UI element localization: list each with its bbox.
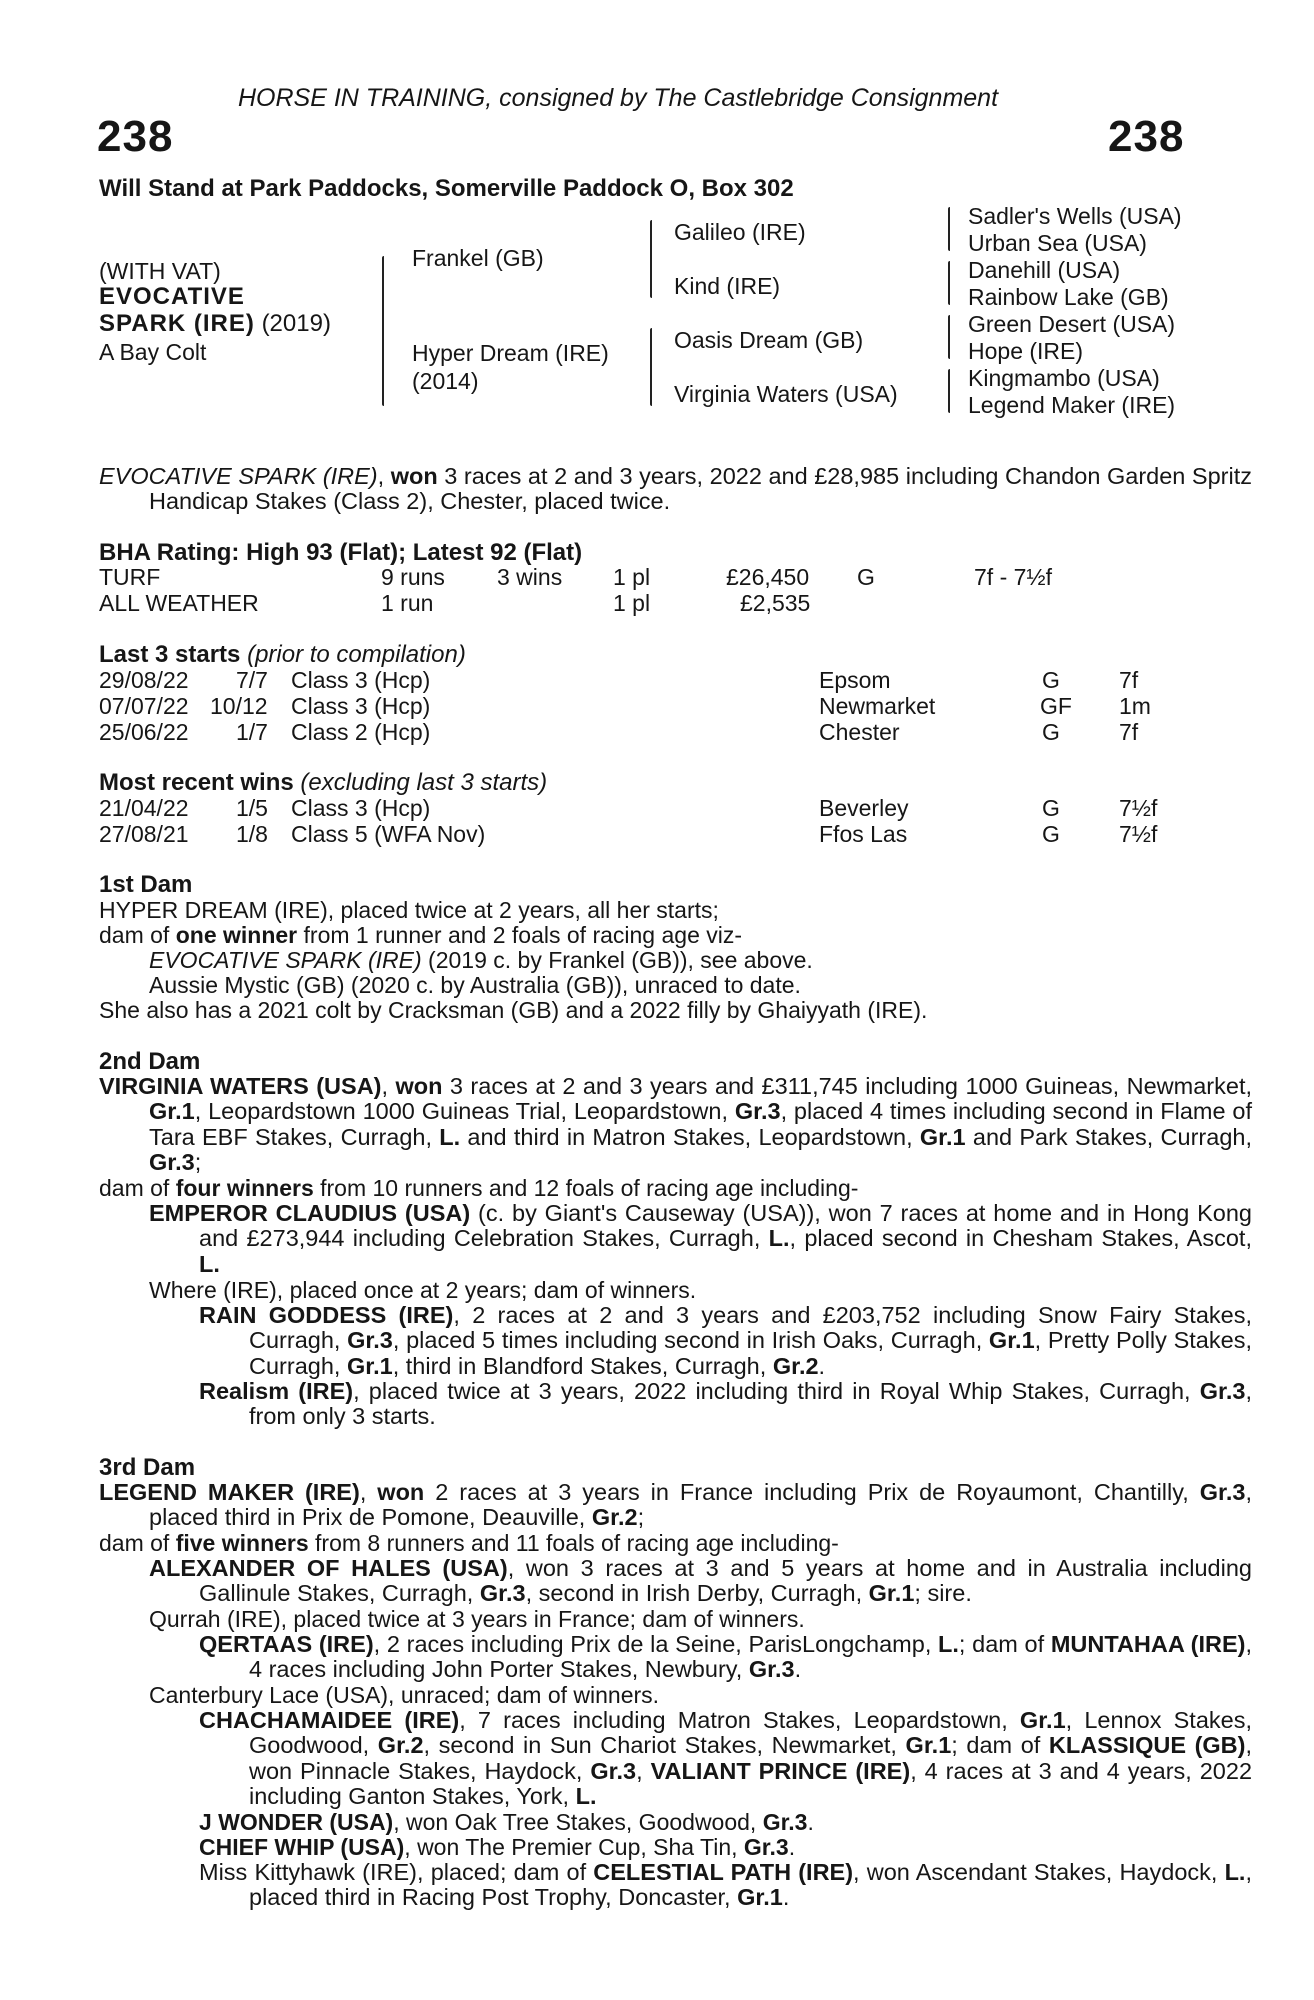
text: . [818, 1352, 826, 1379]
text: Miss Kittyhawk (IRE), placed; dam of [199, 1859, 594, 1885]
text: . [807, 1809, 814, 1835]
horse-name-line2 [99, 311, 331, 337]
text: . [788, 1834, 796, 1860]
listed: L. [439, 1123, 461, 1150]
vat-note: (WITH VAT) [99, 258, 221, 284]
text: from 8 runners and 11 foals of racing age including- [308, 1530, 839, 1556]
race-summary: EVOCATIVE SPARK (IRE), won 3 races at 2 and 3 years, 2022 and £28,985 including Chandon Garden Spritz Handicap Stakes (Class 2), Chester, placed twice. [99, 463, 1252, 515]
dam-year: (2014) [412, 368, 479, 394]
third-dam-record: LEGEND MAKER (IRE), won 2 races at 3 years in France including Prix de Royaumont, Chantilly, Gr.3, placed third in Prix de Pomone, Deauville, Gr.2; [99, 1479, 1252, 1531]
dam-brace [650, 328, 652, 406]
produce-rain-goddess [199, 1303, 1252, 1379]
grade: Gr.1 [737, 1884, 783, 1911]
third-gen-brace-3 [948, 315, 950, 359]
start-distance: 1m [1119, 693, 1151, 719]
pedigree-brace-main [382, 256, 384, 406]
produce-j-wonder [199, 1810, 814, 1835]
listed: L. [938, 1631, 959, 1657]
produce-alexander-of-hales [149, 1556, 1252, 1607]
last-starts-note: (prior to compilation) [247, 641, 466, 668]
text: , won Oak Tree Stakes, Goodwood, [393, 1809, 763, 1835]
grade: Gr.1 [905, 1732, 952, 1759]
text: , [636, 1757, 651, 1784]
text: ; [194, 1149, 202, 1176]
second-dam-heading: 2nd Dam [99, 1048, 201, 1075]
text: ; dam of [958, 1631, 1051, 1657]
rating-placed: 1 pl [613, 564, 651, 590]
ancestor-urban-sea: Urban Sea (USA) [968, 230, 1147, 256]
first-dam-heading: 1st Dam [99, 871, 193, 898]
ancestor-danehill: Danehill (USA) [968, 257, 1121, 283]
text: one winner [175, 922, 298, 948]
third-dam-produce [99, 1531, 839, 1556]
ancestor-green-desert: Green Desert (USA) [968, 311, 1176, 337]
rating-wins: 3 wins [497, 564, 563, 590]
win-class: Class 3 (Hcp) [291, 795, 431, 821]
produce-evocative-spark [149, 948, 813, 973]
win-date: 27/08/21 [99, 821, 189, 847]
grade: Gr.3 [1199, 1479, 1246, 1505]
grade: Gr.3 [479, 1580, 526, 1607]
third-gen-brace-1 [948, 207, 950, 251]
produce-qertaas [199, 1632, 1252, 1683]
bha-rating-heading: BHA Rating: High 93 (Flat); Latest 92 (Flat) [99, 539, 583, 566]
text: , second in Irish Derby, Curragh, [525, 1580, 869, 1607]
first-dam-further-produce: She also has a 2021 colt by Cracksman (GB) and a 2022 filly by Ghaiyyath (IRE). [99, 997, 928, 1023]
text: . [794, 1656, 802, 1683]
start-position: 10/12 [210, 693, 268, 719]
dam-name: Hyper Dream (IRE) [412, 340, 609, 366]
produce-aussie-mystic: Aussie Mystic (GB) (2020 c. by Australia (GB)), unraced to date. [149, 972, 801, 998]
text: , Pretty Polly Stakes, Curragh, [249, 1327, 1252, 1379]
first-dam-line: HYPER DREAM (IRE), placed twice at 2 years, all her starts; [99, 897, 719, 923]
text: ; dam of [951, 1732, 1049, 1759]
horse-name: EMPEROR CLAUDIUS (USA) [149, 1200, 471, 1226]
text: , 2 races at 2 and 3 years and £203,752 including Snow Fairy Stakes, Curragh, [249, 1302, 1252, 1354]
last-starts-title: Last 3 starts [99, 641, 241, 668]
text: , won Pinnacle Stakes, Haydock, [249, 1732, 1253, 1784]
produce-canterbury-lace: Canterbury Lace (USA), unraced; dam of winners. [149, 1682, 660, 1708]
grade: Gr.1 [346, 1352, 393, 1379]
grade: Gr.2 [377, 1732, 424, 1759]
text: , placed twice at 3 years, 2022 including third in Royal Whip Stakes, Curragh, [353, 1378, 1200, 1404]
horse-name: LEGEND MAKER (IRE) [99, 1479, 360, 1505]
rating-distance: 7f - 7½f [974, 564, 1052, 590]
horse-name: Realism (IRE) [199, 1378, 354, 1404]
text: from 10 runners and 12 foals of racing age including- [313, 1175, 859, 1201]
text: ; sire. [914, 1580, 972, 1607]
start-class: Class 2 (Hcp) [291, 719, 431, 745]
sire-name: Frankel (GB) [412, 245, 544, 271]
grandsire-paternal: Galileo (IRE) [674, 219, 806, 245]
listed: L. [575, 1783, 597, 1810]
text: , 4 races at 3 and 4 years, 2022 including Ganton Stakes, York, [249, 1757, 1253, 1810]
horse-name-text: SPARK (IRE) [99, 310, 255, 337]
third-gen-brace-4 [948, 369, 950, 413]
grade: Gr.3 [748, 1656, 795, 1683]
ancestor-kingmambo: Kingmambo (USA) [968, 365, 1160, 391]
grade: Gr.2 [772, 1352, 819, 1379]
text: , placed 4 times including second in Flame of Tara EBF Stakes, Curragh, [149, 1098, 1252, 1150]
produce-realism [199, 1379, 1252, 1430]
grade: Gr.1 [988, 1327, 1035, 1354]
horse-name: QERTAAS (IRE) [199, 1631, 374, 1657]
granddam-paternal: Kind (IRE) [674, 273, 781, 299]
produce-chief-whip [199, 1835, 795, 1860]
start-going: G [1042, 719, 1060, 745]
second-dam-produce [99, 1176, 858, 1201]
text: from 1 runner and 2 foals of racing age viz- [297, 922, 743, 948]
text: and Park Stakes, Curragh, [965, 1123, 1252, 1150]
won-label: won [395, 1073, 443, 1099]
ancestor-hope: Hope (IRE) [968, 338, 1084, 364]
horse-name-line1: EVOCATIVE [99, 283, 245, 310]
start-date: 29/08/22 [99, 667, 189, 693]
win-course: Beverley [819, 795, 909, 821]
text: , placed second in Chesham Stakes, Ascot, [789, 1225, 1252, 1252]
text: and third in Matron Stakes, Leopardstown, [460, 1123, 920, 1150]
win-distance: 7½f [1119, 821, 1158, 847]
rating-runs: 9 runs [381, 564, 445, 590]
produce-emperor-claudius [149, 1201, 1252, 1277]
start-course: Epsom [819, 667, 891, 693]
rating-surface: TURF [99, 564, 161, 590]
text: , Leopardstown 1000 Guineas Trial, Leopardstown, [194, 1098, 735, 1125]
rating-prize-money: £26,450 [726, 564, 810, 590]
text: , placed 5 times including second in Irish Oaks, Curragh, [392, 1327, 989, 1354]
produce-where: Where (IRE), placed once at 2 years; dam of winners. [149, 1277, 697, 1303]
text: ; [637, 1504, 645, 1531]
third-gen-brace-2 [948, 261, 950, 305]
text: , 2 races including Prix de la Seine, ParisLongchamp, [373, 1631, 939, 1657]
win-position: 1/5 [236, 795, 268, 821]
text: dam of [99, 1530, 176, 1556]
stand-location: Will Stand at Park Paddocks, Somerville Paddock O, Box 302 [99, 175, 794, 202]
text: dam of [99, 922, 176, 948]
start-going: G [1042, 667, 1060, 693]
grade: Gr.1 [919, 1123, 966, 1150]
grade: Gr.3 [590, 1757, 637, 1784]
produce-chachamaidee [199, 1708, 1252, 1810]
sire-brace [650, 220, 652, 298]
rating-going: G [857, 564, 875, 590]
horse-name: RAIN GODDESS (IRE) [199, 1302, 454, 1328]
text: dam of [99, 1175, 176, 1201]
lot-number-right: 238 [1108, 112, 1185, 161]
start-date: 25/06/22 [99, 719, 189, 745]
horse-name: KLASSIQUE (GB) [1048, 1732, 1246, 1759]
text: four winners [175, 1175, 314, 1201]
grade: Gr.2 [591, 1504, 638, 1531]
grade: Gr.3 [734, 1098, 781, 1125]
rating-placed: 1 pl [613, 590, 651, 616]
text: 3 races at 2 and 3 years and £311,745 including 1000 Guineas, Newmarket, [442, 1073, 1253, 1099]
grade: Gr.3 [743, 1834, 789, 1860]
horse-description: A Bay Colt [99, 339, 207, 365]
grade: Gr.3 [762, 1809, 808, 1835]
produce-name: EVOCATIVE SPARK (IRE) [149, 947, 422, 973]
win-course: Ffos Las [819, 821, 908, 847]
produce-miss-kittyhawk [199, 1860, 1252, 1911]
text: , won Ascendant Stakes, Haydock, [853, 1859, 1225, 1885]
summary-text: 3 races at 2 and 3 years, 2022 and £28,985 including Chandon Garden Spritz Handicap Stakes (Class 2), Chester, placed twice. [149, 463, 1252, 515]
ancestor-rainbow-lake: Rainbow Lake (GB) [968, 284, 1169, 310]
consignment-header: HORSE IN TRAINING, consigned by The Castlebridge Consignment [238, 84, 999, 112]
ancestor-sadlers-wells: Sadler's Wells (USA) [968, 203, 1182, 229]
grade: Gr.3 [1199, 1378, 1246, 1404]
win-distance: 7½f [1119, 795, 1158, 821]
horse-name: CELESTIAL PATH (IRE) [593, 1859, 854, 1885]
start-distance: 7f [1119, 667, 1139, 693]
text: , second in Sun Chariot Stakes, Newmarket, [423, 1732, 906, 1759]
text: , third in Blandford Stakes, Curragh, [392, 1352, 773, 1379]
won-label: won [377, 1479, 425, 1505]
win-going: G [1042, 821, 1060, 847]
text: (c. by Giant's Causeway (USA)), won 7 races at home and in Hong Kong and £273,944 including Celebration Stakes, Curragh, [199, 1200, 1253, 1252]
listed: L. [199, 1250, 220, 1277]
horse-name: ALEXANDER OF HALES (USA) [149, 1555, 508, 1581]
grade: Gr.3 [347, 1327, 393, 1354]
win-class: Class 5 (WFA Nov) [291, 821, 486, 847]
start-course: Newmarket [819, 693, 936, 719]
summary-horse-name: EVOCATIVE SPARK (IRE) [99, 463, 378, 489]
text: , won 3 races at 3 and 5 years at home and in Australia including Gallinule Stakes, Curragh, [199, 1555, 1252, 1607]
start-position: 7/7 [236, 667, 268, 693]
rating-surface: ALL WEATHER [99, 590, 259, 616]
text: , placed third in Prix de Pomone, Deauville, [149, 1479, 1252, 1531]
text: , from only 3 starts. [249, 1378, 1252, 1430]
text: , placed third in Racing Post Trophy, Doncaster, [249, 1859, 1252, 1911]
start-distance: 7f [1119, 719, 1139, 745]
granddam-maternal: Virginia Waters (USA) [674, 381, 898, 407]
text: , won The Premier Cup, Sha Tin, [404, 1834, 744, 1860]
horse-name: CHACHAMAIDEE (IRE) [199, 1707, 460, 1733]
win-position: 1/8 [236, 821, 268, 847]
first-dam-produce [99, 923, 742, 948]
recent-wins-title: Most recent wins [99, 769, 294, 796]
produce-text: (2019 c. by Frankel (GB)), see above. [421, 947, 813, 973]
produce-qurrah: Qurrah (IRE), placed twice at 3 years in France; dam of winners. [149, 1606, 805, 1632]
text: five winners [175, 1530, 309, 1556]
grade: Gr.3 [149, 1149, 195, 1176]
start-class: Class 3 (Hcp) [291, 693, 431, 719]
start-going: GF [1040, 693, 1072, 719]
recent-wins-heading [99, 770, 547, 796]
horse-name: VIRGINIA WATERS (USA) [99, 1073, 382, 1099]
text: . [782, 1884, 790, 1911]
start-course: Chester [819, 719, 900, 745]
third-dam-heading: 3rd Dam [99, 1454, 196, 1481]
grandsire-maternal: Oasis Dream (GB) [674, 327, 864, 353]
text: , Lennox Stakes, Goodwood, [249, 1707, 1252, 1759]
text: , 4 races including John Porter Stakes, Newbury, [249, 1631, 1252, 1683]
win-date: 21/04/22 [99, 795, 189, 821]
horse-name: VALIANT PRINCE (IRE) [650, 1757, 911, 1784]
horse-name: CHIEF WHIP (USA) [199, 1834, 405, 1860]
last-starts-heading [99, 642, 466, 668]
listed: L. [768, 1225, 790, 1252]
horse-name: J WONDER (USA) [199, 1809, 394, 1835]
summary-won: won [390, 463, 438, 489]
rating-runs: 1 run [381, 590, 434, 616]
listed: L. [1224, 1859, 1246, 1885]
horse-foaling-year: (2019) [261, 310, 331, 337]
start-date: 07/07/22 [99, 693, 189, 719]
second-dam-record: VIRGINIA WATERS (USA), won 3 races at 2 and 3 years and £311,745 including 1000 Guineas, Newmarket, Gr.1, Leopardstown 1000 Guineas Trial, Leopardstown, Gr.3, placed 4 times including second in Flame of Tara EBF Stakes, Curragh, L. and third in Matron Stakes, Leopardstown, Gr.1 and Park Stakes, Curragh, Gr.3; [99, 1073, 1253, 1176]
win-going: G [1042, 795, 1060, 821]
text: , 7 races including Matron Stakes, Leopardstown, [459, 1707, 1020, 1733]
grade: Gr.1 [149, 1098, 195, 1125]
lot-number-left: 238 [97, 112, 174, 161]
grade: Gr.1 [1019, 1707, 1066, 1733]
start-position: 1/7 [236, 719, 268, 745]
start-class: Class 3 (Hcp) [291, 667, 431, 693]
ancestor-legend-maker: Legend Maker (IRE) [968, 392, 1176, 418]
text: 2 races at 3 years in France including Prix de Royaumont, Chantilly, [424, 1479, 1200, 1505]
rating-prize-money: £2,535 [740, 590, 811, 616]
horse-name: MUNTAHAA (IRE) [1050, 1631, 1246, 1657]
grade: Gr.1 [868, 1580, 915, 1607]
recent-wins-note: (excluding last 3 starts) [300, 769, 548, 796]
